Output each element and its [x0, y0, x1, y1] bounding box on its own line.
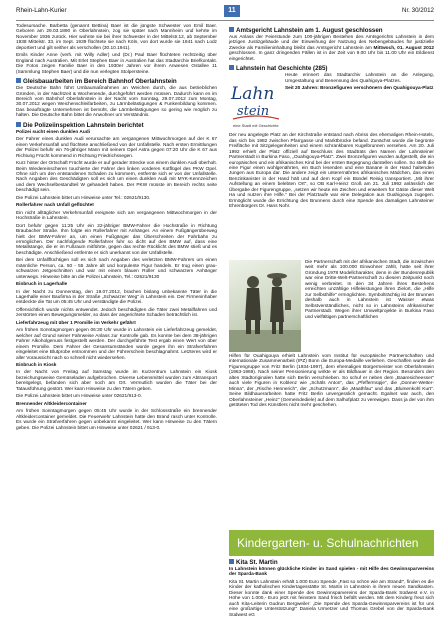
article-text: Bei dem Unfallflüchtigen soll es sich nach Angaben des verletzten BMW-Fahrers um einen männliche Person, ca. 50 - 55 Jahre alt und korpulente Figur handeln. Er trug einen grau-schwarzen Jetgeschnitten und war mit einem blauen Roller und schwarzem Anhänger unterwegs. Hinweise bitte an die Polizei Lahnstein, Tel.: 02621/9130 [16, 258, 217, 280]
article-text: In der Nacht von Freitag auf Samstag wurde im Kurzentrum Lahnstein ein Kiosk bezeichungsweise Gemüseladen aufgebrochen. Diverse Lebensmittel wurden zum Abtransport bereitgelegt, befanden sich aber noch am Ort. Vermutlich wurden die Täter bei der Tatausführung gestört. Wer kann Hinweise zu den Tätern geben. [16, 370, 217, 392]
subheading: Einbruch in Lagerhalle [16, 282, 68, 288]
article-text: Kita St. Martin Lahnstein erhält 1.000 Euro Spende „Fast so schön wie am Strand!", finden es die Kinder der katholischen Kindertagesstätte St. Martin in Lahnstein in ihrem neuen Sandkasten. Dieser konnte dank einer Spende des Gewinnsparvereins der Sparda-Bank Südwest e.V. in Höhe von 1.000,- Euro jetzt mit feinstem Sand frisch befüllt werden. Mit dem Kinderg freut sich auch Kita-Leiterin Gudrun Bergweiler: „Die Spende des Sparda-Gewinnsparvereins ist für uns eine großartige Unterstützung!" Daniela Urmetzer und Thomas Grebel von der Sparda-Bank Südwest eG [229, 579, 434, 618]
svg-text:Lahn: Lahn [231, 84, 275, 105]
section-heading: Die Polizeiinspektion Lahnstein berichtet [16, 122, 217, 129]
article-text: Die Deutsche Bahn führt Umbaumaßnahmen an Weichen durch, die aus betrieblichen Gründen, in der Nachtzeit & Wochenende, durchgeführt werden müssen. Dadurch kann es im Bereich vom Bahnhof Oberlahnstein in der Nacht vom Sonntag, 29.07.2012 zum Montag, 30.07.2012 wegen Weichenschleifarbeiten, zu Lärmbelästigungen & Funkenbildung kommen. Das beauftragte Unternehmen ist bemüht, die Lärmbelästigungen so gering wie möglich zu halten. Die Deutsche Bahn bittet die Anwohner um Verständnis. [16, 86, 217, 119]
subheading: Einbruch in Kiosk [16, 363, 57, 369]
partnership-text: Die Partnerschaft mit der afrikanischen Stadt, die inzwischen weit mehr als 100.000 Einwohner zählt, hatte seit ihrer Gründung 1978 Modellcharakter, denn in der Bundesrepublik war eine Dritte-Welt-Partnerschaft zu diesem Zeitpunkt noch wenig verbreitet. In den 34 Jahren ihres Bestehens erreichten unzählige Hilfeleistungen ihren Zielort, die „Hilfe zur Selbsthilfe" ermöglichten. Symbolträchtig ist der Brunnen deshalb auch in Lahnstein ist Wasser etwas Selbstverständliches, nicht so in Lahnsteins afrikanischer Partnerstadt. Wegen ihrer Umweltprojekte in Burkina Faso und vielfältigen partnerschaftlichen [305, 260, 434, 320]
article-text: In der Nacht zu Donnerstag, den 19.07.2012, brachen bislang unbekannte Täter in die Lagerhalle einer Baufirma in der Straße „Schwarzer Weg" in Lahnstein ein. Der Firmeninhaber entdeckte die Tat um 05:45 Uhr und verständigte die Polizei. [16, 289, 217, 306]
subheading: In Lahnstein können glückliche Kinder im Sand spielen - mit Hilfe des Gewinnsparvereins der Sparda-Bank [229, 567, 434, 578]
bronze-figures-photo [229, 260, 301, 352]
section-heading: Kita St. Martin [229, 559, 434, 566]
article-text: Die Polizei Lahnstein bittet um Hinweise unter 02621/913-0. [16, 394, 142, 400]
article-text: Der Fahrer eines dunklen Audi verursachte am vergangenen Mittwochmorgen auf der K 67 einen Verkehrsunfall und flüchtete anschließend von der Unfallstelle. Nach ersten Ermittlungen der Polizei befuhr ein 76-jähriger Mann mit seinem Opel Astra gegen 07:20 Uhr die K 67 aus Richtung Frücht kommend in Richtung Friedrichssegen. [16, 137, 217, 159]
article-text: Aus Anlass der Feierstunde zum 100-jährigen Bestehen des Amtsgerichts Lahnstein in dem jetzigen Justizgebäude und der Einweihung der Nutzung des Nebengebäudes für justizielle Zwecke als Familieninhaltung bleibt das Amtsgericht Lahnstein am Mittwoch, 01. August 2012 geschlossen. In ganz dringenden Fällen ist in der Zeit von 9.00 Uhr bis 11.00 Uhr ein Eildienst eingerichtet. [229, 35, 434, 62]
bullet-square-icon [229, 27, 234, 32]
subheading: Lieferfahrzeug mit über 1 Promille im Verkehr gefährt [16, 320, 136, 326]
article-text: Offensichtlich wurde nichts entwendet. Jedoch beschädigten die Täter zwei Metallfahren und zerstörten einen Bewegungsmelder, so dass der angerichtete Schaden beträchtlich ist. [16, 307, 217, 319]
page-header [16, 4, 434, 21]
article-text: Am frühen Sonntagmorgen gegen 05:45 Uhr wurde in der Schlossstraße ein brennender Altkleidercontainer gemeldet. Die Feuerwehr Lahnstein hatte den Brand rasch unter Kontrolle. Es wurde ein Strafverfahren gegen unbekannt eingeleitet. Wer kann Hinweise zu den Tätern geben. Die Polizei Lahnstein bittet um Hinweise unter 02621 / 913-0. [16, 409, 217, 431]
issue-number: Nr. 30/2012 [402, 7, 434, 14]
history-intro: Heute erinnert das Stadtarchiv Lahnstein an die Anlegung, Umgestaltung und Benennung des Quahigoya-Platzes. Seit 20 Jahren: Bronzefiguren verschönern den Quahigouya-Platz [285, 73, 434, 92]
bullet-square-icon [16, 78, 21, 83]
article-text: Emils Kinder Anne (verh. mit Willy Adler) und (Dr.) Paul Baer flüchteten rechtzeitig über England nach Australien. Mit Erlet Stephen Baer in Australien hat das Stadtarchiv Briefkontakt. Die Fotos zeigen Familie Baer in den 1930er Jahren vor ihrem Anwesen Ostallee 11 (Sammlung Stephen Baer) und die nun verlegten Stolpersteine. [16, 53, 217, 75]
subheading: Rollerfahrer nach Unfall geflüchtet [16, 203, 94, 209]
bullet-square-icon [16, 122, 21, 127]
page-number: 11 [224, 5, 240, 17]
kita-article [229, 559, 434, 620]
left-column [16, 24, 217, 433]
section-banner: Kindergarten- u. Schulnachrichten [229, 530, 434, 556]
article-text: Die Polizei Lahnstein bittet um Hinweise unter Tel.: 02621/9130. [16, 195, 151, 201]
history-section [229, 73, 434, 133]
article-text: Ein nicht alltäglicher Verkehrsunfall ereignete sich am vergangenen Mittwochmorgen in der Hochstraße in Lahnstein. [16, 210, 217, 222]
svg-text:stein: stein [237, 104, 270, 120]
article-text: Der neu angelegte Platz an der Kirchstraße entstand nach Abriss des ehemaligen Rhein-Hotels, das sich bis 1982 zwischen Pfarrgasse und Marktbrücke befand. Zunächst wurde die begrünte Freifläche mit Sitzgelegenheiten und einem schrankbaren Kugelbrunnen versehen. Am 20. Juli 1992 erhielt der Platz offiziell auf Beschluss des Stadtrats den Namen der Lahnsteiner Partnerstadt in Burkina Faso, „Ouahigouya-Platz". Zwei Bronzefiguren wurden aufgestellt, die ein europäisches und ein afrikanisches Kind bei der ersten Begegnung darstellen sollen. So stellt die eine Figur einen wohlgenährten, ein Buch lesenden und eine Banane in der Hand haltenden Jungen aus Europa dar. Die andere zeigt ein unterernährtes afrikanisches Mädchen, das einen Benzinkanister in der Hand hält und auf dem Kopf ein Bündel Reisig transportiert. „Mit ihrer Aufstellung an einem belebten Ort", so OB Karl-Heinz Groß am 21. Juli 1992 anlässlich der Übergabe der Figurengruppe, „setzen wir heute ein Zeichen und erweitern für Gäste dieser Welt Ha und nutzen ihre Hilfe." Bei der Platztaufe war eine Delegation aus Ouahigouya zugegen. Ermöglicht wurde die Errichtung des Brunnens durch eine Spende des damaligen Lahnsteiner Ehrenbürgers Dr. Hans Nohr. [229, 133, 434, 210]
right-column [229, 24, 434, 212]
bullet-square-icon [229, 559, 234, 564]
svg-text:eine Stadt mit Geschichte: eine Stadt mit Geschichte [233, 123, 279, 129]
publication-name: Rhein-Lahn-Kurier [16, 7, 67, 14]
subheading: Brennender Altkleidercontainer [16, 401, 87, 407]
article-text: Dort befuhr gegen 11:25 Uhr ein 22-jähriger BMW-Fahrer die Hochstraße in Richtung Braubacher Straße. Ihm folgte ein Rollerfahrer mit Anhänger. An einem Fußgängerüberweg hielt der BMW-Fahrer an, um einen Fußgänger das Überschreiten der Fahrbahn zu ermöglichen. Der nachfolgende Rollerfahrer fuhr so dicht auf den BMW auf, dass eine Metallstange, die er im Fußraum mitführte, gegen das rechte Rücklicht des BMW stieß und es beschädigte. Anschließend entfernte er sich unerkannt von der Unfallstelle. [16, 223, 217, 256]
article-text: Kurz hinter der Ortschaft Frücht wurde er auf gerader Strecke von einem dunklen Audi überholt. Beim Wiedereinscheren touchierte der Fahrer den linken vorderen Kotflügel des PKW Opel. Ohne sich um den entstandenen Schaden zu kümmern, entfernte sich er von der Unfallstelle. Nach Angaben des Geschädigten soll es sich um einen dunklen Audi mit MYK-Kennzeichen und dem Wechselbestandteil W gehandelt haben. Der PKW müsste im Bereich rechts seite beschädigt sein. [16, 161, 217, 194]
lahnstein-logo [229, 73, 283, 133]
subheading: Polizei sucht einen dunklen Audi [16, 129, 90, 135]
bullet-square-icon [229, 65, 234, 70]
article-text: Am frühen Sonntagmorgen gegen 06:30 Uhr wurde in Lahnstein ein Lieferfahrzeug gemeldet, welcher auf Grund seiner Fahrweise Anlass zur Kontrolle gab. Es konnte bei dem 38-jährigen Fahrer Alkoholgenuss festgestellt werden. Der durchgeführte Test ergab einen Wert von über einem Promille. Dem Fahrer der Gesamtumständen wurde gegen ihn ein Strafverfahren eingeleitet eine Blutprobe entnommen und der Führerschein beschlagnahmt. Letzteres wird er aller Voraussicht nach so schnell nicht wiedersehen. [16, 328, 217, 361]
article-text: Todesursache. Barbetta (genannt Bettina) Baer ist die jüngste Schwester von Emil Baer. Geboren am 29.03.1890 in Oberlahnstein, zog sie später nach Mannheim und kehrte im November 1936 zurück. Hier wohnte sie bei ihrer Schwester in der Mittelstr.12, ab September 1938 Mittelstr. 33, im Sept. 1939 flüchtete sie nach Köln, von dort wurde sie 1941 nach Lodz deportiert und gilt seither als verschollen (30.10.1941). [16, 24, 217, 51]
section-heading: Gleisbauarbeiten im Bereich Bahnhof Oberlahnstein [16, 78, 217, 85]
section-heading: Lahnstein hat Geschichte (285) [229, 65, 434, 72]
section-heading: Amtsgericht Lahnstein am 1. August geschlossen [229, 27, 434, 34]
sculptor-text: Hilfen für Ouahigouya erhielt Lahnstein vom Institut für europäische Partnerschaften und internationale Zusammenarbeit (IPZ) Bonn die Europa-Medaille verliehen. Geschaffen wurde die Figurengruppe von Fritz Berlin (1934-1997), dem ehemaligen Bürgermeister von Oberlahnstein (1963-1969). Nach seiner Pensionierung wirkte er als Bildhauer in der Region. Besonders den alten Stadtoriginalen hatte sich Berlin verschrieben. So schuf er neben dem „Baaresicheesser" auch viele Figuren in Koblenz wie „Schäls Anton", das „Pfeffermüpje", die „Donner-Wetter-Minna", der „Rische Hennerich", der „Schutzmann", die „Maathfau" und das „Blumenkohl Kurt". Seine Bildhauerarbeiten hatte Fritz Berlin unvergesslich gemacht. Egalnet war auch, den Oberlahnsteiner „Heinz" (Gemeindediele) auf dem Salhofplatz zu verewigen. Dass ja der von ihm getöteten Tod des Künstlers nicht mehr geschehen. [229, 354, 434, 409]
